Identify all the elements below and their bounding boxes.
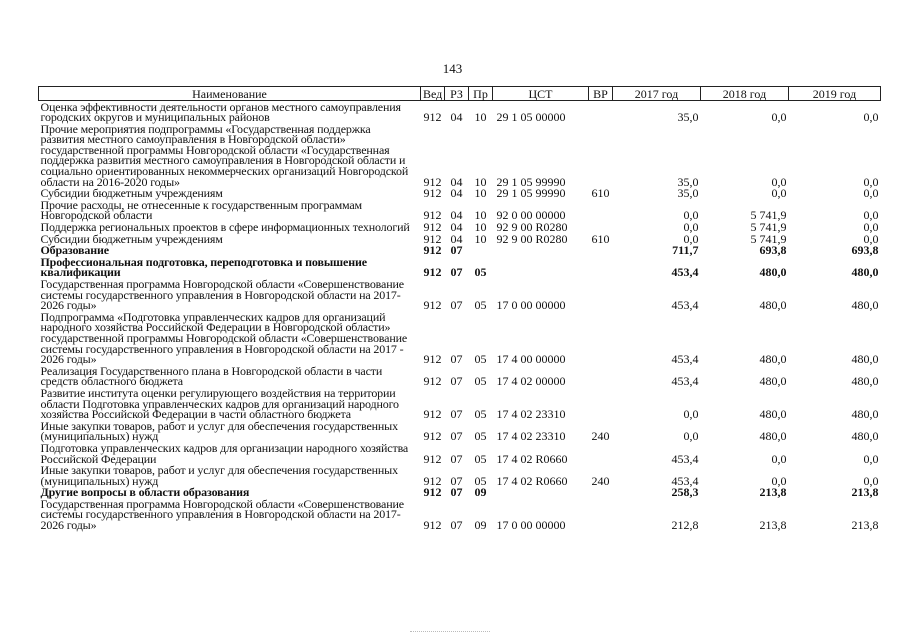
cell-pr: 10 — [474, 186, 487, 201]
cell-2018: 0,0 — [771, 473, 787, 488]
cell-2019: 0,0 — [863, 231, 879, 246]
cell-2019: 480,0 — [851, 352, 879, 367]
cell-rz: 04 — [450, 174, 463, 189]
cell-2017: 453,4 — [671, 473, 699, 488]
cell-2017: 453,4 — [671, 265, 699, 280]
cell-2017: 0,0 — [683, 429, 699, 444]
table-row — [39, 123, 881, 188]
cell-vr: 610 — [591, 231, 610, 246]
cell-ved: 912 — [423, 485, 442, 500]
cell-name: Подготовка управленческих кадров для организации народного хозяйства Российской Федерации — [40, 440, 409, 466]
cell-2018: 213,8 — [759, 485, 787, 500]
cell-name: Другие вопросы в области образования — [40, 485, 250, 500]
cell-pr: 05 — [474, 374, 487, 389]
cell-rz: 07 — [450, 518, 463, 533]
cell-2019: 0,0 — [863, 220, 879, 235]
cell-name: Оценка эффективности деятельности органов местного самоуправления городских округов и муниципальных районов — [40, 99, 401, 125]
cell-vr — [589, 279, 613, 312]
cell-vr — [589, 311, 613, 365]
cell-ved: 912 — [423, 407, 442, 422]
cell-name: Образование — [40, 243, 109, 258]
cell-ved: 912 — [423, 429, 442, 444]
cell-rz: 07 — [450, 429, 463, 444]
cell-2018: 693,8 — [759, 243, 787, 258]
cell-2017: 0,0 — [683, 220, 699, 235]
cell-ved: 912 — [423, 473, 442, 488]
table-row — [39, 442, 881, 464]
cell-2017: 711,7 — [672, 243, 699, 258]
cell-2018: 5 741,9 — [750, 220, 787, 235]
cell-name: Иные закупки товаров, работ и услуг для обеспечения государственных (муниципальных) нужд — [40, 418, 398, 444]
header-2017: 2017 год — [613, 87, 701, 101]
cell-pr: 10 — [474, 110, 487, 125]
cell-rz: 07 — [450, 407, 463, 422]
table-row — [39, 498, 881, 531]
cell-2019: 0,0 — [863, 186, 879, 201]
cell-2017: 35,0 — [677, 186, 699, 201]
cell-rz: 04 — [450, 110, 463, 125]
cell-2018: 0,0 — [771, 174, 787, 189]
header-vr: ВР — [589, 87, 613, 101]
cell-name: Реализация Государственного плана в Новгородской области в части средств областного бюджета — [40, 363, 383, 389]
cell-cst — [493, 256, 589, 278]
table-header — [39, 87, 881, 101]
cell-vr — [589, 487, 613, 499]
cell-name: Государственная программа Новгородской области «Совершенствование системы государственного управления в Новгородской области на 2017-2026 годы» — [40, 496, 404, 533]
cell-2017: 35,0 — [677, 174, 699, 189]
table-row — [39, 279, 881, 312]
cell-vr — [589, 123, 613, 188]
cell-cst: 29 1 05 00000 — [496, 110, 566, 125]
cell-2018: 5 741,9 — [750, 208, 787, 223]
cell-2019: 213,8 — [851, 518, 879, 533]
cell-2018: 0,0 — [771, 186, 787, 201]
cell-2017: 453,4 — [671, 451, 699, 466]
cell-2018: 0,0 — [771, 451, 787, 466]
cell-ved: 912 — [423, 518, 442, 533]
cell-vr — [589, 442, 613, 464]
cell-cst: 17 4 02 23310 — [496, 429, 566, 444]
cell-ved: 912 — [423, 186, 442, 201]
header-name: Наименование — [39, 87, 421, 101]
cell-ved: 912 — [423, 231, 442, 246]
cell-2017: 0,0 — [683, 407, 699, 422]
cell-2019: 0,0 — [863, 473, 879, 488]
cell-name: Субсидии бюджетным учреждениям — [40, 186, 223, 201]
cell-pr — [469, 245, 493, 257]
table-row — [39, 256, 881, 278]
cell-ved: 912 — [423, 352, 442, 367]
cell-name: Развитие института оценки регулирующего воздействия на территории области Подготовка управленческих кадров для организаций народного хозяйства Российской Федерации в части областного бюджета — [40, 385, 399, 422]
cell-pr: 05 — [474, 473, 487, 488]
header-2018: 2018 год — [701, 87, 789, 101]
cell-ved: 912 — [423, 220, 442, 235]
cell-cst: 92 9 00 R0280 — [496, 220, 568, 235]
cell-pr: 05 — [474, 352, 487, 367]
cell-rz: 04 — [450, 231, 463, 246]
cell-rz: 07 — [450, 352, 463, 367]
header-ved: Вед — [421, 87, 445, 101]
cell-cst — [493, 245, 589, 257]
cell-2019: 0,0 — [863, 110, 879, 125]
cell-name: Подпрограмма «Подготовка управленческих кадров для организаций народного хозяйства Российской Федерации в Новгородской области» государственной программы Новгородской области «Совершенствование системы государственного управления в Новгородской области на 2017 - 2026 годы» — [40, 309, 408, 367]
table-row — [39, 199, 881, 221]
cell-cst: 17 0 00 00000 — [496, 298, 566, 313]
cell-pr: 10 — [474, 231, 487, 246]
cell-2018: 480,0 — [759, 298, 787, 313]
table-row — [39, 365, 881, 387]
table-row — [39, 387, 881, 420]
cell-name: Профессиональная подготовка, переподготовка и повышение квалификации — [40, 254, 367, 280]
cell-pr: 05 — [474, 407, 487, 422]
cell-2017: 453,4 — [671, 298, 699, 313]
cell-2019: 480,0 — [851, 407, 879, 422]
cell-cst: 17 4 00 00000 — [496, 352, 566, 367]
cell-2019: 480,0 — [851, 429, 879, 444]
cell-cst: 17 4 02 R0660 — [496, 451, 568, 466]
cell-rz: 07 — [450, 243, 463, 258]
cell-vr — [589, 101, 613, 124]
cell-pr: 05 — [474, 429, 487, 444]
cell-cst — [493, 487, 589, 499]
cell-2019: 0,0 — [863, 174, 879, 189]
cell-ved: 912 — [423, 110, 442, 125]
header-2019: 2019 год — [789, 87, 881, 101]
cell-pr: 10 — [474, 208, 487, 223]
cell-2018: 480,0 — [759, 265, 787, 280]
page-number: 143 — [442, 61, 463, 76]
cell-2019: 480,0 — [851, 298, 879, 313]
cell-cst: 17 0 00 00000 — [496, 518, 566, 533]
cell-cst: 17 4 02 00000 — [496, 374, 566, 389]
cell-vr — [589, 199, 613, 221]
cell-2017: 0,0 — [683, 231, 699, 246]
cell-rz: 07 — [450, 298, 463, 313]
cell-rz: 04 — [450, 208, 463, 223]
table-row — [39, 420, 881, 442]
cell-ved: 912 — [423, 208, 442, 223]
cell-rz: 07 — [450, 473, 463, 488]
cell-rz: 07 — [450, 265, 463, 280]
cell-2017: 212,8 — [671, 518, 699, 533]
footer-scan-mark — [410, 631, 490, 634]
cell-2017: 258,3 — [671, 485, 699, 500]
cell-2017: 35,0 — [677, 110, 699, 125]
cell-2017: 0,0 — [683, 208, 699, 223]
cell-2019: 0,0 — [863, 208, 879, 223]
cell-name: Государственная программа Новгородской области «Совершенствование системы государственного управления в Новгородской области на 2017-2026 годы» — [40, 277, 404, 313]
cell-2019: 0,0 — [863, 451, 879, 466]
table-row — [39, 311, 881, 365]
cell-cst: 92 9 00 R0280 — [496, 231, 568, 246]
header-pr: Пр — [469, 87, 493, 101]
cell-vr: 240 — [591, 429, 610, 444]
cell-2018: 480,0 — [759, 429, 787, 444]
cell-rz: 07 — [450, 374, 463, 389]
cell-vr — [589, 256, 613, 278]
cell-ved: 912 — [423, 451, 442, 466]
cell-vr: 610 — [591, 186, 610, 201]
header-rz: РЗ — [445, 87, 469, 101]
cell-name: Субсидии бюджетным учреждениям — [40, 231, 223, 246]
table-row — [39, 101, 881, 124]
cell-cst: 17 4 02 R0660 — [496, 473, 568, 488]
cell-2018: 480,0 — [759, 352, 787, 367]
cell-pr: 09 — [474, 485, 487, 500]
cell-rz: 07 — [450, 451, 463, 466]
cell-2018: 213,8 — [759, 518, 787, 533]
table-row — [39, 465, 881, 487]
cell-vr — [589, 245, 613, 257]
cell-pr: 05 — [474, 451, 487, 466]
cell-ved: 912 — [423, 174, 442, 189]
cell-pr: 10 — [474, 174, 487, 189]
cell-2017: 453,4 — [671, 374, 699, 389]
cell-pr: 05 — [474, 298, 487, 313]
cell-rz: 07 — [450, 485, 463, 500]
cell-name: Иные закупки товаров, работ и услуг для обеспечения государственных (муниципальных) нужд — [40, 463, 398, 488]
cell-pr: 05 — [474, 265, 487, 280]
cell-cst: 29 1 05 99990 — [496, 186, 566, 201]
budget-table — [38, 86, 881, 531]
cell-name: Прочие расходы, не отнесенные к государственным программам Новгородской области — [40, 197, 362, 223]
cell-vr — [589, 498, 613, 531]
cell-vr — [589, 387, 613, 420]
cell-ved: 912 — [423, 265, 442, 280]
cell-vr — [589, 365, 613, 387]
cell-cst: 92 0 00 00000 — [496, 208, 566, 223]
cell-name: Поддержка региональных проектов в сфере информационных технологий — [40, 220, 410, 235]
cell-2018: 0,0 — [771, 110, 787, 125]
cell-pr: 09 — [474, 518, 487, 533]
cell-vr: 240 — [591, 473, 610, 488]
cell-ved: 912 — [423, 243, 442, 258]
cell-pr: 10 — [474, 220, 487, 235]
cell-2017: 453,4 — [671, 352, 699, 367]
cell-2019: 213,8 — [851, 485, 879, 500]
cell-2018: 480,0 — [759, 407, 787, 422]
cell-rz: 04 — [450, 220, 463, 235]
table-body — [39, 101, 881, 532]
cell-2019: 480,0 — [851, 374, 879, 389]
cell-cst: 17 4 02 23310 — [496, 407, 566, 422]
cell-2018: 480,0 — [759, 374, 787, 389]
cell-cst: 29 1 05 99990 — [496, 174, 566, 189]
cell-rz: 04 — [450, 186, 463, 201]
cell-ved: 912 — [423, 298, 442, 313]
cell-ved: 912 — [423, 374, 442, 389]
cell-name: Прочие мероприятия подпрограммы «Государственная поддержка развития местного самоуправления в Новгородской области» государственной программы Новгородской области «Государственная поддержка развития местного самоуправления в Новгородской области и социально ориентированных некоммерческих организаций Новгородской области на 2016-2020 годы» — [40, 121, 409, 189]
header-cst: ЦСТ — [493, 87, 589, 101]
cell-2018: 5 741,9 — [750, 231, 787, 246]
cell-2019: 693,8 — [851, 243, 879, 258]
budget-table-container — [38, 86, 880, 531]
cell-2019: 480,0 — [851, 265, 879, 280]
